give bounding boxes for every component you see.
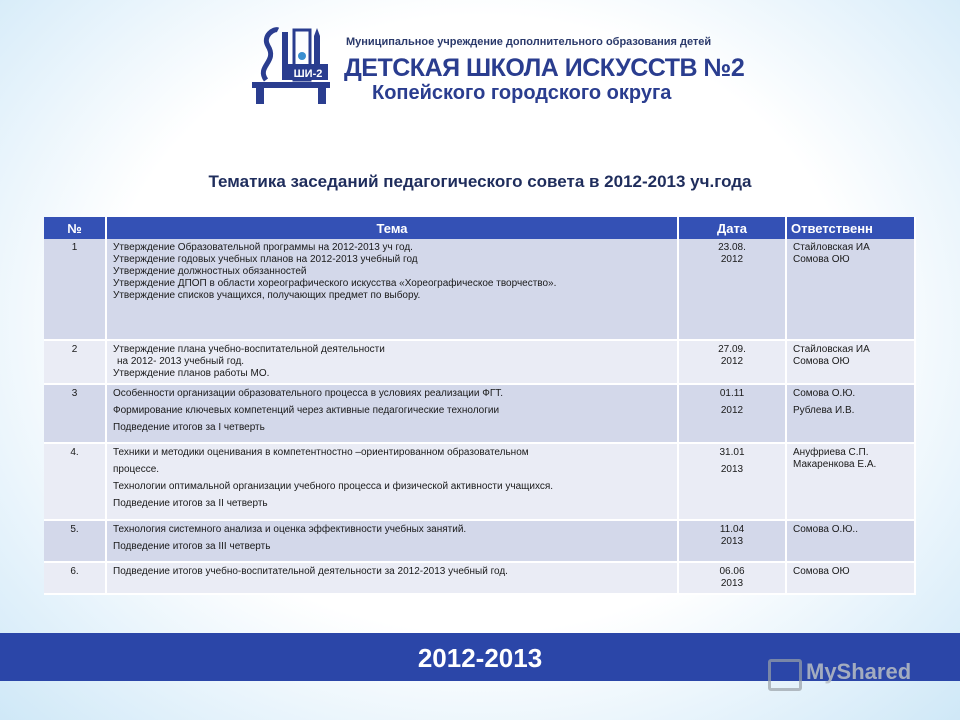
column-header-date: Дата — [678, 217, 786, 239]
column-header-num: № — [44, 217, 106, 239]
row-topic — [106, 443, 678, 520]
date-year: 2013 — [720, 464, 744, 475]
responsible-person: Сомова О.Ю.. — [793, 524, 858, 535]
page-title: Тематика заседаний педагогического совета в 2012-2013 уч.года — [208, 172, 752, 191]
responsible-person: Сомова ОЮ — [793, 356, 850, 367]
row-responsible — [786, 443, 915, 520]
council-schedule-table — [44, 217, 916, 595]
responsible-person: Сомова О.Ю. — [793, 388, 856, 399]
row-date — [678, 520, 786, 562]
row-responsible — [786, 340, 915, 384]
row-topic — [106, 562, 678, 594]
topic-line: Утверждение Образовательной программы на 2012-2013 уч год. — [113, 242, 413, 253]
row-date — [678, 239, 786, 340]
row-topic — [106, 340, 678, 384]
topic-line: Утверждение должностных обязанностей — [113, 266, 307, 277]
topic-line: Технология системного анализа и оценка эффективности учебных занятий. — [113, 524, 467, 535]
footer-year-label: 2012-2013 — [417, 643, 543, 673]
svg-text:ШИ-2: ШИ-2 — [293, 68, 323, 80]
row-topic — [106, 520, 678, 562]
row-date — [678, 443, 786, 520]
presentation-icon — [768, 659, 802, 691]
org-subtitle: Муниципальное учреждение дополнительного образования детей — [346, 36, 712, 48]
org-name: ДЕТСКАЯ ШКОЛА ИСКУССТВ №2 — [344, 54, 745, 82]
table-row — [44, 384, 915, 443]
topic-line: Особенности организации образовательного процесса в условиях реализации ФГТ. — [113, 388, 504, 399]
responsible-person: Ануфриева С.П. — [793, 447, 869, 458]
column-header-responsible: Ответственн — [786, 217, 915, 239]
responsible-person: Рублева И.В. — [793, 405, 855, 416]
topic-line: Подведение итогов за III четверть — [113, 541, 271, 552]
row-number: 5. — [44, 520, 106, 562]
responsible-person: Стайловская ИА — [793, 344, 870, 355]
row-number: 6. — [44, 562, 106, 594]
watermark — [768, 655, 938, 695]
row-topic — [106, 384, 678, 443]
date-day: 01.11 — [719, 388, 745, 399]
responsible-person: Сомова ОЮ — [793, 254, 850, 265]
topic-line: Утверждение списков учащихся, получающих предмет по выбору. — [113, 290, 421, 301]
row-responsible — [786, 384, 915, 443]
org-district: Копейского городского округа — [372, 82, 672, 104]
row-number: 4. — [44, 443, 106, 520]
school-logo — [248, 22, 334, 108]
row-number: 1 — [44, 239, 106, 340]
topic-line: Формирование ключевых компетенций через активные педагогические технологии — [113, 405, 500, 416]
date-day: 27.09. — [718, 344, 746, 355]
row-responsible — [786, 562, 915, 594]
row-responsible — [786, 239, 915, 340]
watermark-text: MyShared — [806, 659, 912, 684]
row-number: 3 — [44, 384, 106, 443]
table-header-row — [44, 217, 915, 239]
date-day: 11.04 — [719, 524, 745, 535]
row-date — [678, 384, 786, 443]
table-row — [44, 340, 915, 384]
topic-line: Подведение итогов за II четверть — [113, 498, 268, 509]
table-row — [44, 239, 915, 340]
date-day: 06.06 — [719, 566, 745, 577]
date-year: 2013 — [720, 536, 744, 547]
row-date — [678, 340, 786, 384]
column-header-topic: Тема — [106, 217, 678, 239]
date-day: 31.01 — [719, 447, 745, 458]
topic-line: Утверждение годовых учебных планов на 2012-2013 учебный год — [113, 254, 418, 265]
topic-line: Технологии оптимальной организации учебного процесса и физической активности учащихся. — [113, 481, 554, 492]
table-row — [44, 520, 915, 562]
responsible-person: Стайловская ИА — [793, 242, 870, 253]
table-row — [44, 562, 915, 594]
row-topic — [106, 239, 678, 340]
table-row — [44, 443, 915, 520]
row-number: 2 — [44, 340, 106, 384]
date-year: 2013 — [720, 578, 744, 589]
topic-line: Утверждение планов работы МО. — [113, 368, 270, 379]
date-day: 23.08. — [718, 242, 746, 253]
school-header — [248, 22, 745, 112]
topic-line: Подведение итогов за I четверть — [113, 422, 265, 433]
date-year: 2012 — [720, 356, 744, 367]
topic-line: Утверждение ДПОП в области хореографического искусства «Хореографическое творчество». — [113, 278, 557, 289]
topic-line: Подведение итогов учебно-воспитательной деятельности за 2012-2013 учебный год. — [113, 566, 508, 577]
topic-line: процессе. — [113, 464, 160, 475]
row-responsible — [786, 520, 915, 562]
topic-line: Техники и методики оценивания в компетентностно –ориентированном образовательном — [113, 447, 529, 458]
topic-line: на 2012- 2013 учебный год. — [117, 356, 245, 367]
date-year: 2012 — [720, 254, 744, 265]
topic-line: Утверждение плана учебно-воспитательной деятельности — [113, 344, 385, 355]
responsible-person: Макаренкова Е.А. — [793, 459, 877, 470]
responsible-person: Сомова ОЮ — [793, 566, 850, 577]
row-date — [678, 562, 786, 594]
date-year: 2012 — [720, 405, 744, 416]
